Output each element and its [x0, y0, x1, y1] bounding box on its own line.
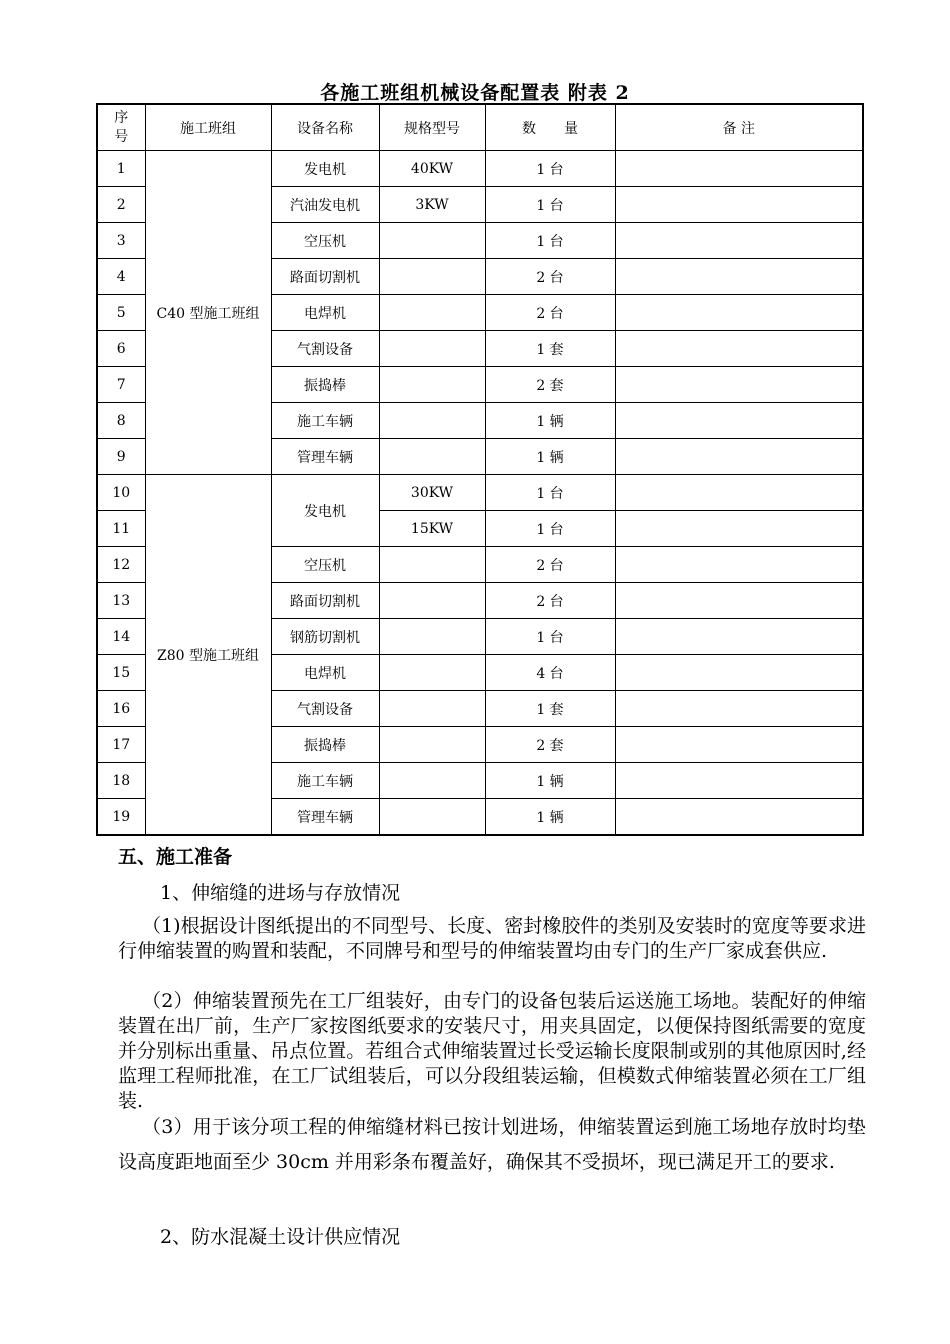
paragraph-2: （2）伸缩装置预先在工厂组装好，由专门的设备包装后运送施工场地。装配好的伸缩装置在出厂前，生产厂家按图纸要求的安装尺寸，用夹具固定，以便保持图纸需要的宽度并分别标出重量、吊点位置。若组合式伸缩装置过长受运输长度限制或别的其他原因时,经监理工程师批准，在工厂试组装后，可以分段组装运输，但模数式伸缩装置必须在工厂组装. [118, 990, 866, 1112]
quantity-cell: 1 台 [485, 475, 615, 511]
model-cell: 15KW [379, 511, 485, 547]
remarks-cell [615, 331, 863, 367]
seq-cell: 5 [97, 295, 145, 331]
seq-cell: 1 [97, 151, 145, 187]
header-seq-line1: 序 [114, 109, 129, 126]
equipment-cell: 发电机 [271, 475, 379, 547]
equipment-cell: 钢筋切割机 [271, 619, 379, 655]
header-team: 施工班组 [145, 104, 271, 151]
remarks-cell [615, 583, 863, 619]
table-row [97, 475, 863, 511]
table-header-row [97, 104, 863, 151]
model-cell [379, 259, 485, 295]
quantity-cell: 2 台 [485, 583, 615, 619]
equipment-cell: 气割设备 [271, 331, 379, 367]
seq-cell: 10 [97, 475, 145, 511]
equipment-cell: 电焊机 [271, 295, 379, 331]
seq-cell: 8 [97, 403, 145, 439]
model-cell: 30KW [379, 475, 485, 511]
quantity-cell: 1 台 [485, 511, 615, 547]
remarks-cell [615, 547, 863, 583]
equipment-cell: 施工车辆 [271, 403, 379, 439]
model-cell [379, 367, 485, 403]
table-title: 各施工班组机械设备配置表 附表 2 [320, 82, 630, 104]
remarks-cell [615, 727, 863, 763]
quantity-cell: 2 套 [485, 367, 615, 403]
remarks-cell [615, 619, 863, 655]
header-seq [97, 104, 145, 151]
quantity-cell: 1 套 [485, 331, 615, 367]
remarks-cell [615, 187, 863, 223]
quantity-cell: 1 辆 [485, 799, 615, 836]
remarks-cell [615, 151, 863, 187]
paragraph-3: （3）用于该分项工程的伸缩缝材料已按计划进场，伸缩装置运到施工场地存放时均垫设高度距地面至少 30cm 并用彩条布覆盖好，确保其不受损坏，现已满足开工的要求. [118, 1116, 866, 1173]
seq-cell: 15 [97, 655, 145, 691]
quantity-cell: 1 辆 [485, 763, 615, 799]
equipment-cell: 管理车辆 [271, 799, 379, 836]
remarks-cell [615, 691, 863, 727]
header-seq-line2: 号 [114, 128, 129, 145]
model-cell [379, 655, 485, 691]
seq-cell: 7 [97, 367, 145, 403]
seq-cell: 3 [97, 223, 145, 259]
seq-cell: 9 [97, 439, 145, 475]
seq-cell: 12 [97, 547, 145, 583]
team-cell: Z80 型施工班组 [145, 475, 271, 836]
remarks-cell [615, 655, 863, 691]
model-cell [379, 295, 485, 331]
paragraph-1: （1)根据设计图纸提出的不同型号、长度、密封橡胶件的类别及安装时的宽度等要求进行伸缩装置的购置和装配，不同牌号和型号的伸缩装置均由专门的生产厂家成套供应. [118, 915, 866, 962]
model-cell [379, 403, 485, 439]
quantity-cell: 4 台 [485, 655, 615, 691]
equipment-cell: 空压机 [271, 547, 379, 583]
remarks-cell [615, 763, 863, 799]
model-cell [379, 547, 485, 583]
quantity-cell: 1 辆 [485, 403, 615, 439]
remarks-cell [615, 799, 863, 836]
header-equipment: 设备名称 [271, 104, 379, 151]
header-quantity: 数 量 [485, 104, 615, 151]
header-remarks: 备 注 [615, 104, 863, 151]
section-title: 五、施工准备 [118, 846, 233, 868]
quantity-cell: 2 台 [485, 295, 615, 331]
seq-cell: 2 [97, 187, 145, 223]
equipment-cell: 路面切割机 [271, 583, 379, 619]
model-cell [379, 619, 485, 655]
model-cell: 40KW [379, 151, 485, 187]
remarks-cell [615, 511, 863, 547]
model-cell [379, 583, 485, 619]
remarks-cell [615, 439, 863, 475]
seq-cell: 16 [97, 691, 145, 727]
quantity-cell: 1 台 [485, 151, 615, 187]
model-cell [379, 727, 485, 763]
model-cell [379, 691, 485, 727]
header-model: 规格型号 [379, 104, 485, 151]
table-row [97, 151, 863, 187]
remarks-cell [615, 403, 863, 439]
seq-cell: 17 [97, 727, 145, 763]
equipment-cell: 汽油发电机 [271, 187, 379, 223]
model-cell [379, 763, 485, 799]
seq-cell: 14 [97, 619, 145, 655]
equipment-table [96, 103, 864, 836]
equipment-cell: 发电机 [271, 151, 379, 187]
quantity-cell: 1 台 [485, 619, 615, 655]
quantity-cell: 1 台 [485, 187, 615, 223]
equipment-cell: 施工车辆 [271, 763, 379, 799]
quantity-cell: 1 台 [485, 223, 615, 259]
model-cell: 3KW [379, 187, 485, 223]
seq-cell: 13 [97, 583, 145, 619]
team-cell: C40 型施工班组 [145, 151, 271, 475]
remarks-cell [615, 367, 863, 403]
equipment-cell: 管理车辆 [271, 439, 379, 475]
seq-cell: 6 [97, 331, 145, 367]
seq-cell: 18 [97, 763, 145, 799]
quantity-cell: 2 台 [485, 259, 615, 295]
equipment-cell: 气割设备 [271, 691, 379, 727]
seq-cell: 4 [97, 259, 145, 295]
remarks-cell [615, 475, 863, 511]
seq-cell: 11 [97, 511, 145, 547]
quantity-cell: 2 套 [485, 727, 615, 763]
seq-cell: 19 [97, 799, 145, 836]
equipment-cell: 振捣棒 [271, 727, 379, 763]
remarks-cell [615, 295, 863, 331]
equipment-cell: 空压机 [271, 223, 379, 259]
subsection-heading-1: 1、伸缩缝的进场与存放情况 [160, 882, 401, 904]
model-cell [379, 223, 485, 259]
model-cell [379, 331, 485, 367]
model-cell [379, 439, 485, 475]
equipment-cell: 振捣棒 [271, 367, 379, 403]
equipment-cell: 路面切割机 [271, 259, 379, 295]
quantity-cell: 1 辆 [485, 439, 615, 475]
remarks-cell [615, 259, 863, 295]
quantity-cell: 1 套 [485, 691, 615, 727]
model-cell [379, 799, 485, 836]
subsection-heading-2: 2、防水混凝土设计供应情况 [160, 1226, 401, 1248]
quantity-cell: 2 台 [485, 547, 615, 583]
equipment-cell: 电焊机 [271, 655, 379, 691]
remarks-cell [615, 223, 863, 259]
